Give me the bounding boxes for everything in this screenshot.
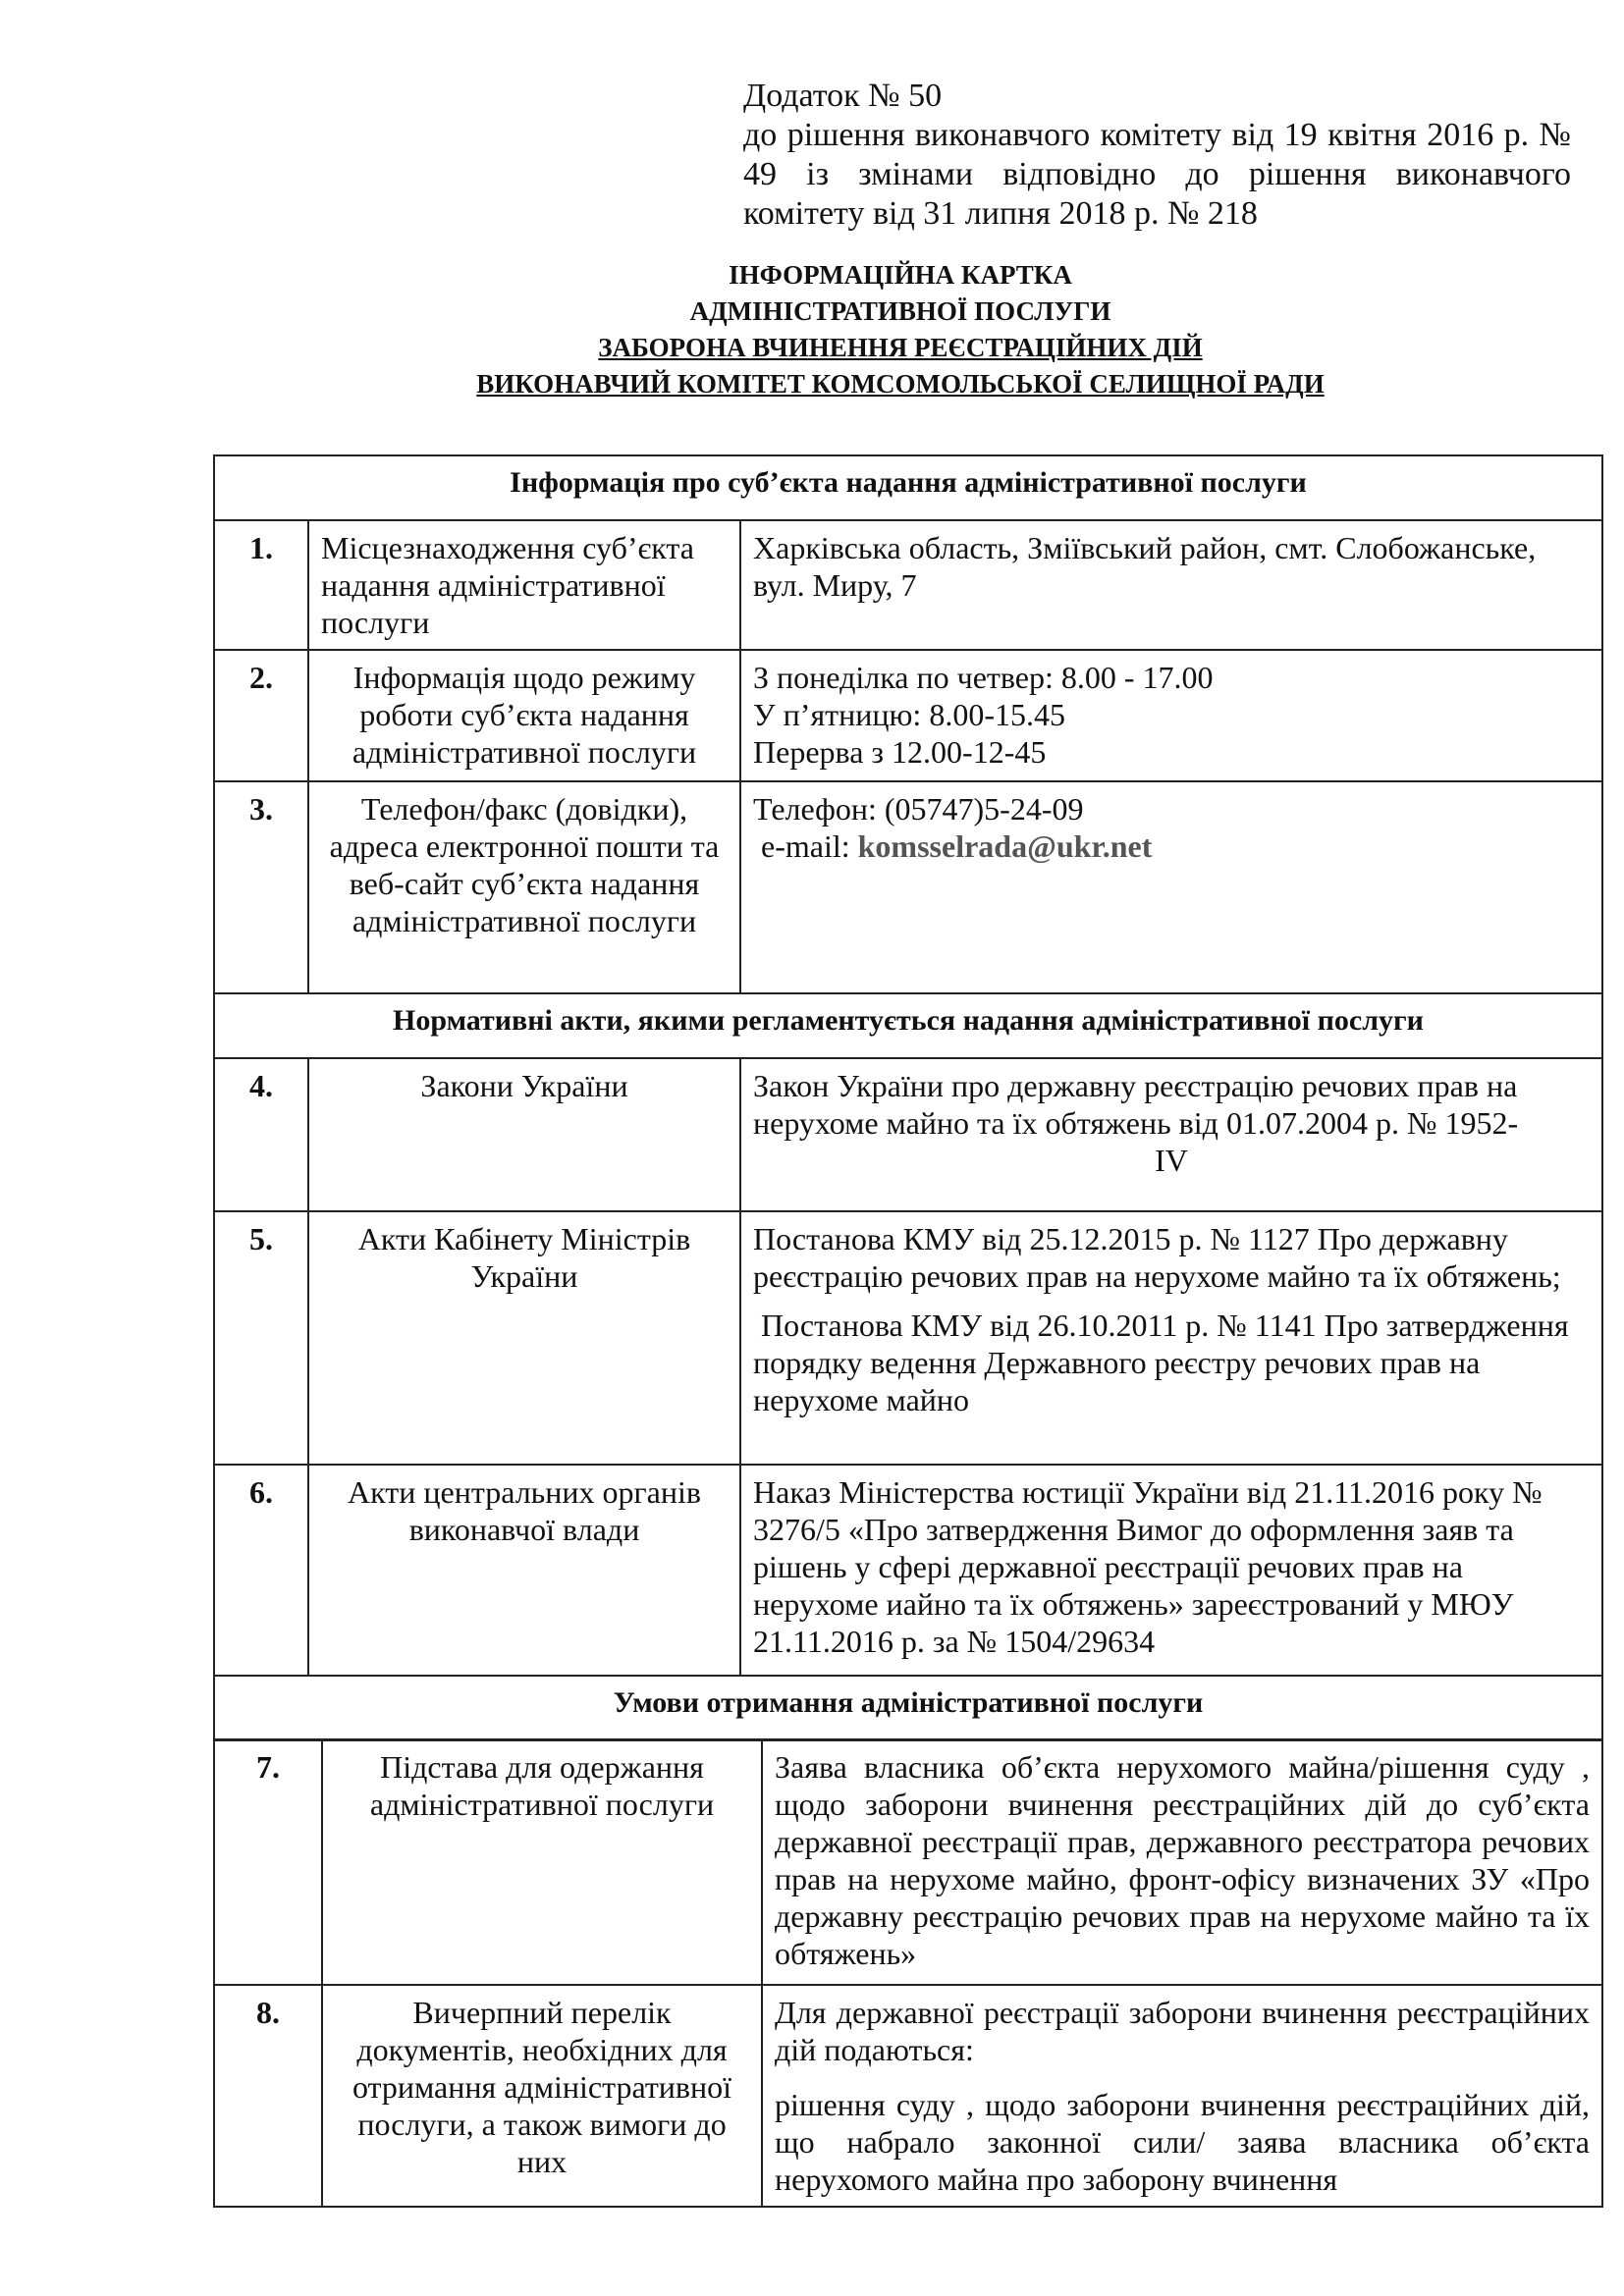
email-line <box>753 828 1590 865</box>
annex-number: Додаток № 50 <box>743 78 943 114</box>
section-header-row <box>214 455 1602 520</box>
service-name: ЗАБОРОНА ВЧИНЕННЯ РЕЄСТРАЦІЙНИХ ДІЙ <box>598 333 1203 362</box>
section-regulations: Нормативні акти, якими регламентується надання адміністративної послуги <box>214 993 1602 1058</box>
row-value <box>740 781 1602 993</box>
row-label: Підстава для одержання адміністративної послуги <box>322 1739 762 1985</box>
section-provider-info: Інформація про суб’єкта надання адміністративної послуги <box>214 455 1602 520</box>
issuing-authority: ВИКОНАВЧИЙ КОМІТЕТ КОМСОМОЛЬСЬКОЇ СЕЛИЩНОЇ РАДИ <box>476 369 1325 399</box>
table-row <box>214 1211 1602 1465</box>
row-value: Наказ Міністерства юстиції України від 21.11.2016 року № 3276/5 «Про затвердження Вимог до оформлення заяв та рішень у сфері державної реєстрації речових прав на нерухоме иайно та їх обтяжень» зареєстрований у МЮУ 21.11.2016 р. за № 1504/29634 <box>740 1465 1602 1676</box>
email-label: e-mail: <box>753 828 858 864</box>
row-number: 4. <box>214 1058 308 1211</box>
row-label: Закони України <box>308 1058 740 1211</box>
email-address: komsselrada@ukr.net <box>857 828 1153 864</box>
working-hours-weekdays: З понеділка по четвер: 8.00 - 17.00 <box>753 660 1214 695</box>
table-row <box>214 1985 1602 2207</box>
cabinet-resolution-1127: Постанова КМУ від 25.12.2015 р. № 1127 Про державну реєстрацію речових прав на нерухоме майно та їх обтяжень; <box>753 1221 1561 1294</box>
section-header-row <box>214 993 1602 1058</box>
row-number: 5. <box>214 1211 308 1465</box>
title-line-2: АДМІНІСТРАТИВНОЇ ПОСЛУГИ <box>689 296 1111 326</box>
row-label: Місцезнаходження суб’єкта надання адміністративної послуги <box>308 520 740 650</box>
row-value <box>740 1211 1602 1465</box>
row-label: Інформація щодо режиму роботи суб’єкта надання адміністративної послуги <box>308 650 740 781</box>
row-label: Акти центральних органів виконавчої влади <box>308 1465 740 1676</box>
row-value: Заява власника об’єкта нерухомого майна/рішення суду , щодо заборони вчинення реєстраційних дій до суб’єкта державної реєстрації прав, державного реєстратора речових прав на нерухоме майно, фронт-офісу визначених ЗУ «Про державну реєстрацію речових прав на нерухоме майно та їх обтяжень» <box>762 1739 1602 1985</box>
info-card-table <box>213 454 1603 1741</box>
conditions-table <box>213 1738 1603 2208</box>
section-conditions: Умови отримання адміністративної послуги <box>214 1676 1602 1740</box>
documents-intro: Для державної реєстрації заборони вчинення реєстраційних дій подаються: <box>775 1995 1590 2067</box>
table-row <box>214 650 1602 781</box>
documents-court-decision: рішення суду , щодо заборони вчинення реєстраційних дій, що набрало законної сили/ заява власника об’єкта нерухомого майна про заборону вчинення <box>775 2087 1590 2197</box>
row-value <box>740 650 1602 781</box>
annex-decision-reference: до рішення виконавчого комітету від 19 квітня 2016 р. № 49 із змінами відповідно до рішення виконавчого комітету від 31 липня 2018 р. № 218 <box>743 117 1571 232</box>
row-value: Харківська область, Зміївський район, смт. Слобожанське, вул. Миру, 7 <box>740 520 1602 650</box>
row-label: Вичерпний перелік документів, необхідних для отримання адміністративної послуги, а також вимоги до них <box>322 1985 762 2207</box>
row-value <box>762 1985 1602 2207</box>
row-number: 2. <box>214 650 308 781</box>
title-line-1: ІНФОРМАЦІЙНА КАРТКА <box>729 260 1072 290</box>
table-row <box>214 1465 1602 1676</box>
table-row <box>214 520 1602 650</box>
annex-header <box>743 77 1571 234</box>
lunch-break: Перерва з 12.00-12-45 <box>753 734 1047 770</box>
table-row <box>214 1058 1602 1211</box>
section-header-row <box>214 1676 1602 1740</box>
working-hours-friday: У п’ятницю: 8.00-15.45 <box>753 697 1065 732</box>
row-number: 8. <box>214 1985 322 2207</box>
row-number: 3. <box>214 781 308 993</box>
row-label: Телефон/факс (довідки), адреса електронної пошти та веб-сайт суб’єкта надання адміністративної послуги <box>308 781 740 993</box>
cabinet-resolution-1141: Постанова КМУ від 26.10.2011 р. № 1141 Про затвердження порядку ведення Державного реєстру речових прав на нерухоме майно <box>753 1308 1577 1417</box>
table-row <box>214 1739 1602 1985</box>
law-reference: Закон України про державну реєстрацію речових прав на нерухоме майно та їх обтяжень від 01.07.2004 р. № 1952- <box>753 1068 1519 1141</box>
row-label: Акти Кабінету Міністрів України <box>308 1211 740 1465</box>
document-title <box>213 257 1588 402</box>
table-row <box>214 781 1602 993</box>
row-number: 6. <box>214 1465 308 1676</box>
row-number: 7. <box>214 1739 322 1985</box>
law-reference-suffix: IV <box>1155 1143 1188 1178</box>
phone-number: Телефон: (05747)5-24-09 <box>753 791 1084 827</box>
row-value <box>740 1058 1602 1211</box>
row-number: 1. <box>214 520 308 650</box>
